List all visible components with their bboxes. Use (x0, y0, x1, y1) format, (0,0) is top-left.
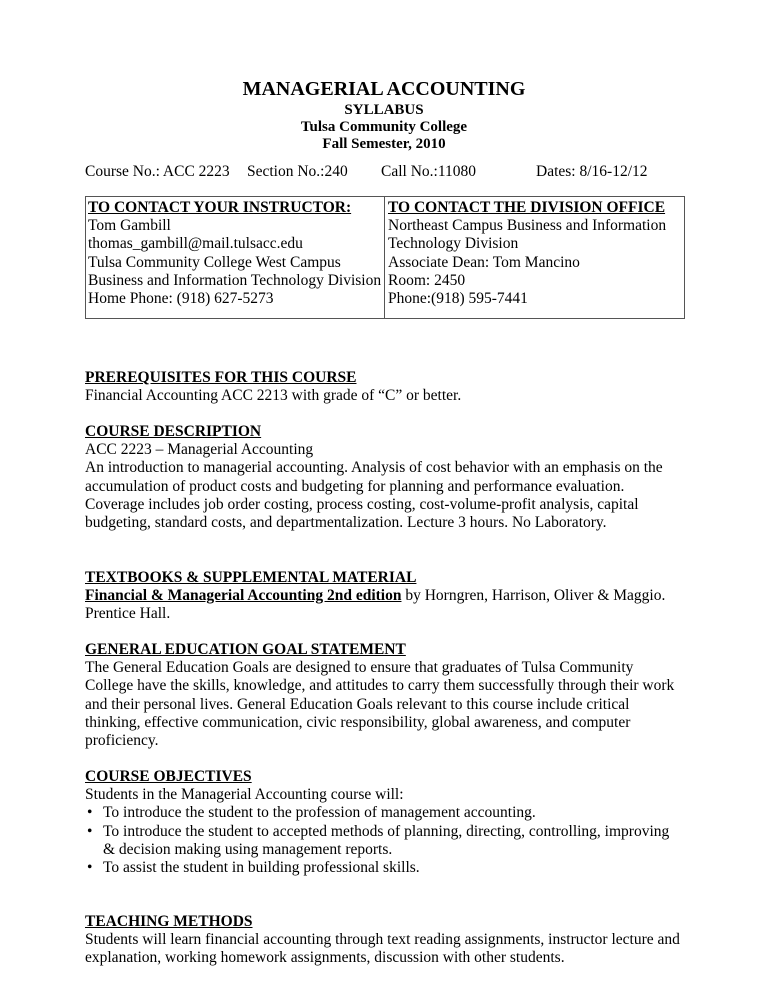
description-heading: COURSE DESCRIPTION (85, 423, 262, 440)
associate-dean: Associate Dean: Tom Mancino (388, 253, 580, 271)
teaching-text: Students will learn financial accounting through text reading assignments, instructor lecture and explanation, working homework assignments, discussion with other students. (85, 931, 680, 967)
objectives-intro: Students in the Managerial Accounting course will: (85, 786, 404, 804)
textbooks-heading: TEXTBOOKS & SUPPLEMENTAL MATERIAL (85, 569, 417, 586)
gened-heading: GENERAL EDUCATION GOAL STATEMENT (85, 641, 406, 658)
list-item: • To introduce the student to accepted methods of planning, directing, controlling, improving & decision making using management reports. (85, 823, 685, 859)
list-item: • To assist the student in building professional skills. (85, 859, 685, 877)
prerequisites-heading: PREREQUISITES FOR THIS COURSE (85, 369, 357, 386)
instructor-heading: TO CONTACT YOUR INSTRUCTOR: (88, 199, 352, 216)
instructor-division: Business and Information Technology Division (88, 271, 382, 289)
instructor-campus: Tulsa Community College West Campus (88, 253, 341, 271)
college-name: Tulsa Community College (300, 119, 468, 135)
list-item: • To introduce the student to the profession of management accounting. (85, 804, 685, 822)
semester: Fall Semester, 2010 (322, 136, 446, 152)
course-dates: Dates: 8/16-12/12 (536, 163, 648, 180)
description-text: An introduction to managerial accounting. Analysis of cost behavior with an emphasis on the accumulation of product costs and budgeting for planning and performance evaluation. Coverage includes job order costing, process costing, cost-volume-profit analysis, capital budgeting, standard costs, and departmentalization. Lecture 3 hours. No Laboratory. (85, 459, 663, 532)
description-course-line: ACC 2223 – Managerial Accounting (85, 441, 314, 459)
textbook-authors: by Horngren, Harrison, Oliver & Maggio. Prentice Hall. (85, 587, 666, 623)
teaching-section (85, 913, 685, 968)
call-number: Call No.:11080 (381, 163, 477, 180)
instructor-email[interactable]: thomas_gambill@mail.tulsacc.edu (88, 235, 303, 253)
objectives-section (85, 768, 685, 877)
course-number: Course No.: ACC 2223 (85, 163, 230, 180)
division-room: Room: 2450 (388, 271, 466, 289)
prerequisites-section (85, 369, 685, 405)
instructor-name: Tom Gambill (88, 217, 171, 235)
section-number: Section No.:240 (247, 163, 348, 180)
textbook-title: Financial & Managerial Accounting 2nd edition (85, 587, 402, 605)
objectives-list (85, 804, 685, 877)
division-heading: TO CONTACT THE DIVISION OFFICE (388, 199, 666, 216)
textbooks-section (85, 569, 685, 624)
document-subtitle: SYLLABUS (344, 102, 424, 118)
contact-table (85, 196, 685, 319)
description-section (85, 423, 685, 532)
gened-text: The General Education Goals are designed to ensure that graduates of Tulsa Community College have the skills, knowledge, and attitudes to carry them successfully through their work and their personal lives. General Education Goals relevant to this course include critical thinking, effective communication, civic responsibility, global awareness, and computer proficiency. (85, 659, 675, 750)
document-title: MANAGERIAL ACCOUNTING (242, 78, 526, 100)
gened-section (85, 641, 685, 750)
instructor-phone: Home Phone: (918) 627-5273 (88, 290, 274, 308)
instructor-contact (86, 197, 385, 308)
division-name: Northeast Campus Business and Information Technology Division (388, 217, 667, 253)
division-contact (384, 197, 686, 318)
division-phone: Phone:(918) 595-7441 (388, 290, 528, 308)
prerequisites-text: Financial Accounting ACC 2213 with grade of “C” or better. (85, 387, 462, 405)
objectives-heading: COURSE OBJECTIVES (85, 768, 252, 785)
teaching-heading: TEACHING METHODS (85, 913, 253, 930)
